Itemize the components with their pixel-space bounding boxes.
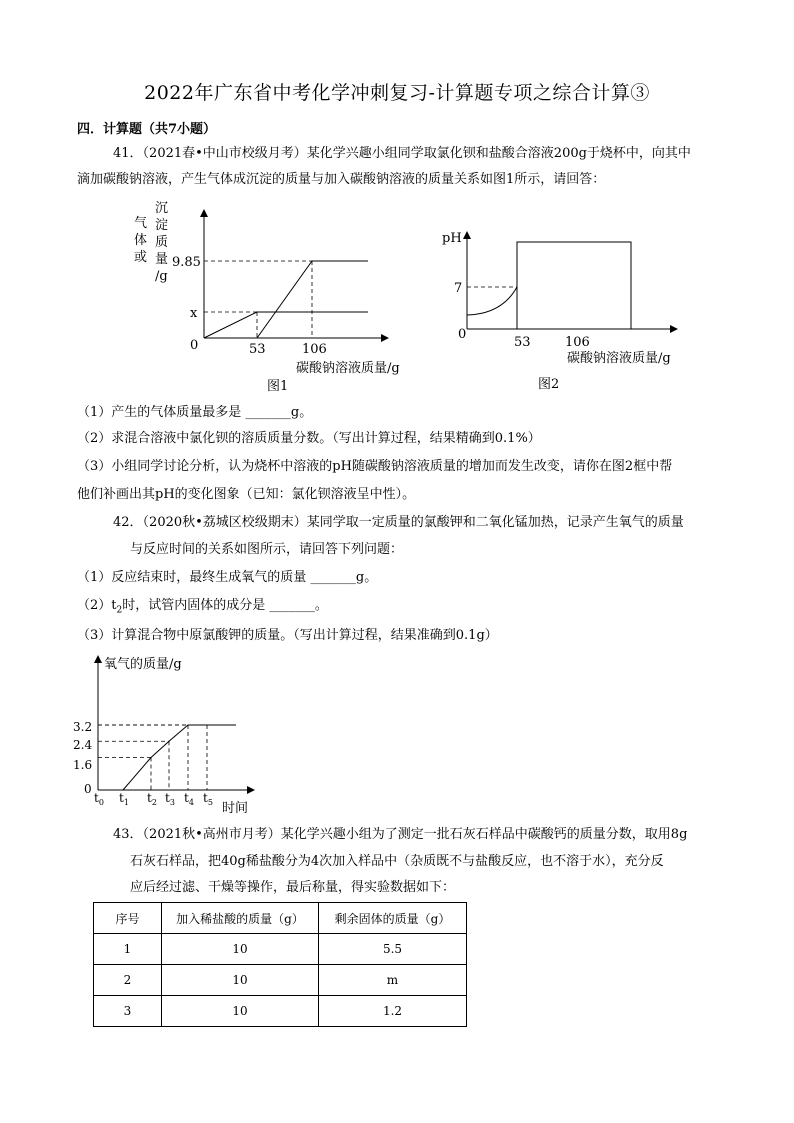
fig1-xtick-106: 106: [302, 342, 327, 357]
fig2-xtick-106: 106: [565, 335, 590, 350]
fig2-ph-curve: [467, 287, 517, 315]
fig3-xtick-label: $t_2$: [147, 791, 157, 807]
fig1-gas-line: [204, 312, 368, 338]
table-cell: 10: [162, 934, 319, 965]
page-title: 2022年广东省中考化学冲刺复习-计算题专项之综合计算③: [144, 82, 650, 104]
fig2-answer-box: [517, 242, 631, 329]
fig1-ylabel-left-2: 体: [134, 233, 148, 248]
fig1-xlabel: 碳酸钠溶液质量/g: [296, 361, 400, 376]
table-cell: m: [319, 965, 467, 996]
table-cell: 10: [162, 965, 319, 996]
table-header-cell: 加入稀盐酸的质量（g）: [162, 903, 319, 934]
fig1-ylabel-right-4: 量: [155, 252, 169, 267]
figure-3-chart: [73, 650, 276, 820]
q42-sub3: （3）计算混合物中原氯酸钾的质量。（写出计算过程，结果准确到0.1g）: [77, 628, 498, 643]
table-cell: 1.2: [319, 996, 467, 1027]
table-row: [94, 934, 467, 965]
q41-stem-line1: 41．（2021春•中山市校级月考）某化学兴趣小组同学取氯化钡和盐酸合溶液200g于烧杯中，向其中: [113, 146, 691, 161]
q43-stem-line3: 应后经过滤、干燥等操作，最后称量，得实验数据如下：: [130, 880, 456, 895]
table-header-row: [94, 903, 467, 934]
fig1-ylabel-right-5: /g: [155, 269, 168, 284]
q41-sub1: （1）产生的气体质量最多是 _______g。: [77, 405, 313, 420]
fig1-caption: 图1: [267, 379, 289, 394]
fig3-oxygen-line: [123, 725, 236, 790]
q42-sub2-post: 时，试管内固体的成分是 _______。: [122, 598, 328, 613]
q41-sub3-line2: 他们补画出其pH的变化图象（已知：氯化钡溶液呈中性）。: [77, 487, 416, 502]
fig3-ytick-2-4: 2.4: [73, 738, 93, 752]
fig1-precipitate-line: [257, 261, 368, 338]
fig3-xtick-label: $t_3$: [165, 791, 175, 807]
fig3-xtick-label: $t_0$: [94, 791, 104, 807]
q41-stem-line2: 滴加碳酸钠溶液，产生气体成沉淀的质量与加入碳酸钠溶液的质量关系如图1所示，请回答：: [77, 172, 606, 187]
fig1-ylabel-left-3: 或: [134, 250, 148, 265]
fig1-ylabel-right-2: 淀: [155, 218, 169, 233]
q41-sub2: （2）求混合溶液中氯化钡的溶质质量分数。（写出计算过程，结果精确到0.1%）: [77, 431, 541, 446]
q43-stem-line1: 43．（2021秋•高州市月考）某化学兴趣小组为了测定一批石灰石样品中碳酸钙的质量分数，取用8g: [113, 827, 688, 842]
fig1-origin: 0: [190, 338, 199, 353]
q43-stem-line2: 石灰石样品，把40g稀盐酸分为4次加入样品中（杂质既不与盐酸反应，也不溶于水），充分反: [130, 854, 664, 869]
table-cell: 10: [162, 996, 319, 1027]
q42-sub2: [77, 598, 328, 619]
q42-sub2-subscript: 2: [116, 605, 123, 616]
fig2-xtick-53: 53: [514, 335, 531, 350]
fig1-ylabel-left-1: 气: [134, 216, 148, 231]
table-row: [94, 996, 467, 1027]
fig2-ytick-7: 7: [454, 281, 463, 296]
fig1-xtick-53: 53: [249, 342, 266, 357]
table-cell: 3: [94, 996, 162, 1027]
fig3-ytick-3-2: 3.2: [73, 720, 93, 734]
fig3-xlabel: 时间: [222, 801, 249, 816]
table-row: [94, 965, 467, 996]
figure-1-chart: [120, 198, 420, 398]
fig3-xtick-label: $t_4$: [184, 791, 194, 807]
section-heading: 四．计算题（共7小题）: [77, 122, 217, 137]
fig3-origin: 0: [84, 782, 92, 796]
fig1-ytick-985: 9.85: [172, 255, 201, 270]
figure-2-chart: [430, 220, 700, 398]
fig1-ylabel-right-1: 沉: [155, 201, 169, 216]
table-header-cell: 剩余固体的质量（g）: [319, 903, 467, 934]
table-cell: 2: [94, 965, 162, 996]
q41-sub3-line1: （3）小组同学讨论分析，认为烧杯中溶液的pH随碳酸钠溶液质量的增加而发生改变，请你在图2框中帮: [77, 459, 673, 474]
fig2-origin: 0: [458, 327, 467, 342]
fig3-ylabel: 氧气的质量/g: [104, 657, 182, 672]
fig2-xlabel: 碳酸钠溶液质量/g: [567, 351, 671, 366]
fig3-ytick-1-6: 1.6: [73, 758, 93, 772]
fig1-ylabel-right-3: 质: [155, 235, 169, 250]
fig2-ylabel: pH: [442, 231, 462, 246]
table-cell: 1: [94, 934, 162, 965]
fig2-caption: 图2: [538, 377, 560, 392]
q42-sub2-pre: （2）t: [77, 598, 117, 613]
fig3-xtick-label: $t_1$: [119, 791, 129, 807]
fig1-ytick-x: x: [190, 306, 198, 321]
fig3-xtick-label: $t_5$: [203, 791, 213, 807]
q42-sub1: （1）反应结束时，最终生成氧气的质量 _______g。: [77, 570, 378, 585]
q42-stem-line2: 与反应时间的关系如图所示，请回答下列问题：: [130, 542, 404, 557]
q42-stem-line1: 42．（2020秋•荔城区校级期末）某同学取一定质量的氯酸钾和二氧化锰加热，记录产生氧气的质量: [113, 515, 684, 530]
q43-data-table: [93, 902, 467, 1027]
table-cell: 5.5: [319, 934, 467, 965]
table-header-cell: 序号: [94, 903, 162, 934]
